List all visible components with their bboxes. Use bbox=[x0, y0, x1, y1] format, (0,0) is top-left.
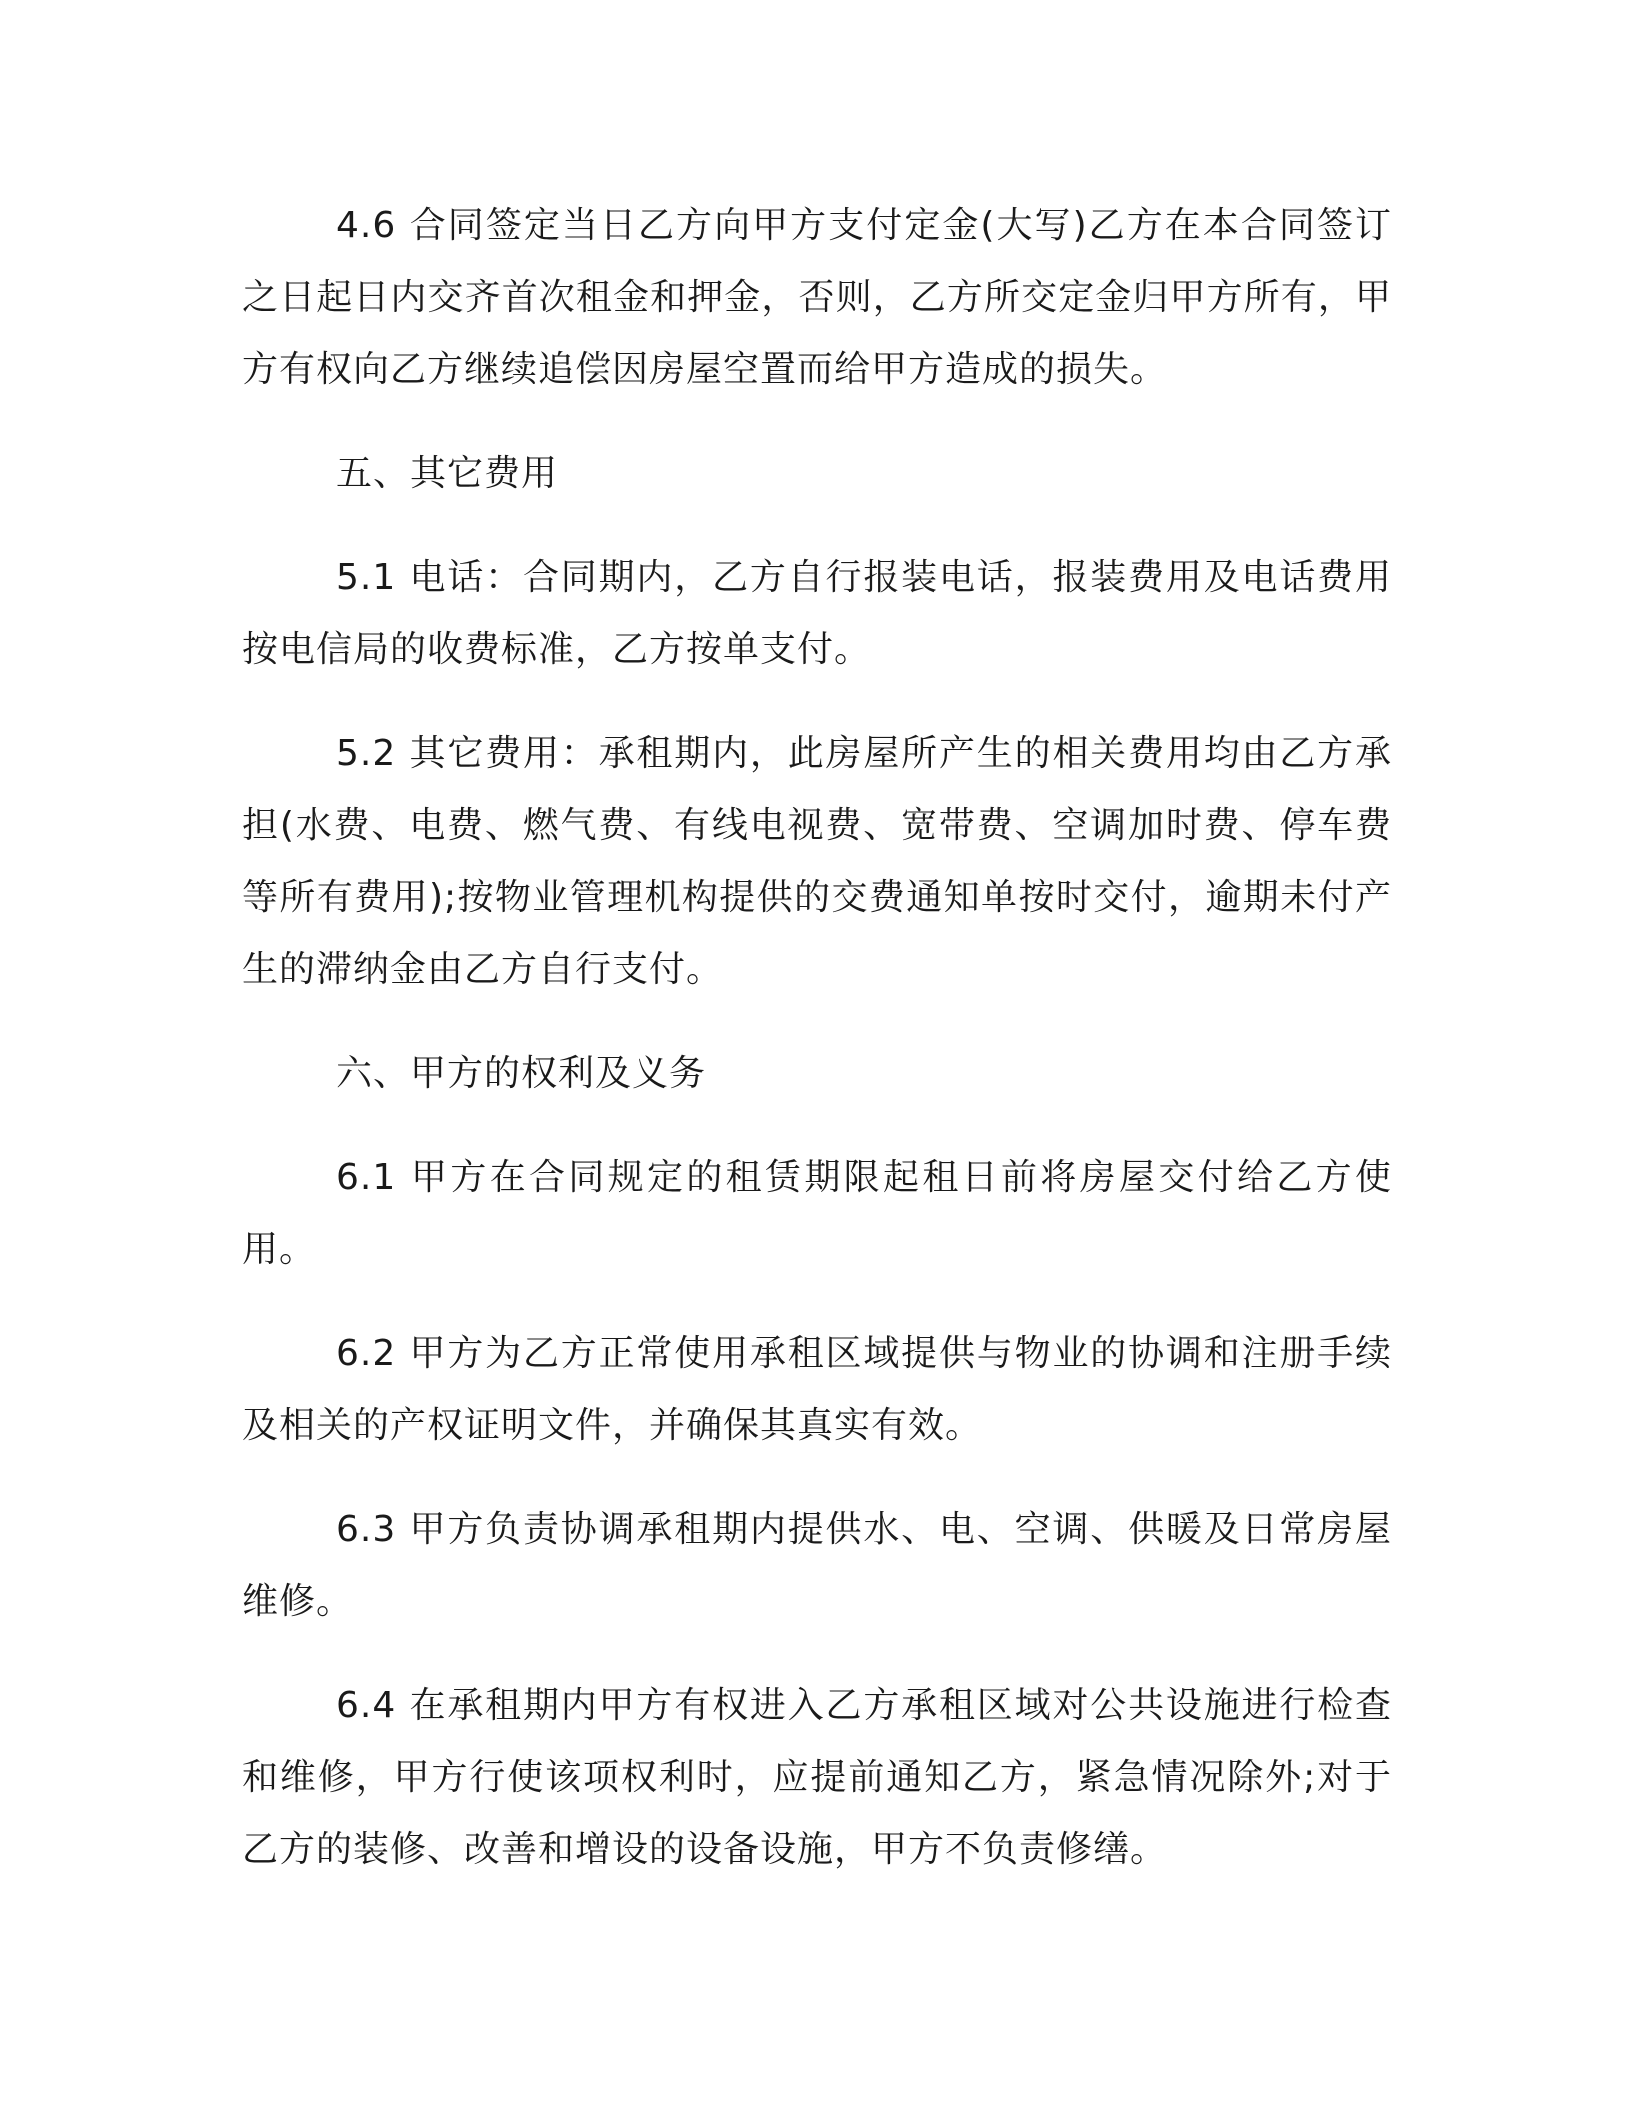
section-heading-6: 六、甲方的权利及义务 bbox=[336, 1053, 707, 1094]
clause-6-4: 6.4 在承租期内甲方有权进入乙方承租区域对公共设施进行检查和维修，甲方行使该项权利时，应提前通知乙方，紧急情况除外;对于乙方的装修、改善和增设的设备设施，甲方不负责修缮。 bbox=[242, 1685, 1392, 1870]
clause-6-1: 6.1 甲方在合同规定的租赁期限起租日前将房屋交付给乙方使用。 bbox=[242, 1157, 1392, 1270]
section-heading-5: 五、其它费用 bbox=[336, 453, 559, 494]
document-body bbox=[242, 190, 1392, 1918]
clause-6-2: 6.2 甲方为乙方正常使用承租区域提供与物业的协调和注册手续及相关的产权证明文件，并确保其真实有效。 bbox=[242, 1333, 1392, 1446]
clause-5-2: 5.2 其它费用：承租期内，此房屋所产生的相关费用均由乙方承担(水费、电费、燃气费、有线电视费、宽带费、空调加时费、停车费等所有费用);按物业管理机构提供的交费通知单按时交付，逾期未付产生的滞纳金由乙方自行支付。 bbox=[242, 733, 1392, 990]
clause-5-1: 5.1 电话：合同期内，乙方自行报装电话，报装费用及电话费用按电信局的收费标准，乙方按单支付。 bbox=[242, 557, 1392, 670]
clause-6-3: 6.3 甲方负责协调承租期内提供水、电、空调、供暖及日常房屋维修。 bbox=[242, 1509, 1392, 1622]
clause-4-6: 4.6 合同签定当日乙方向甲方支付定金(大写)乙方在本合同签订之日起日内交齐首次租金和押金，否则，乙方所交定金归甲方所有，甲方有权向乙方继续追偿因房屋空置而给甲方造成的损失。 bbox=[242, 205, 1392, 390]
